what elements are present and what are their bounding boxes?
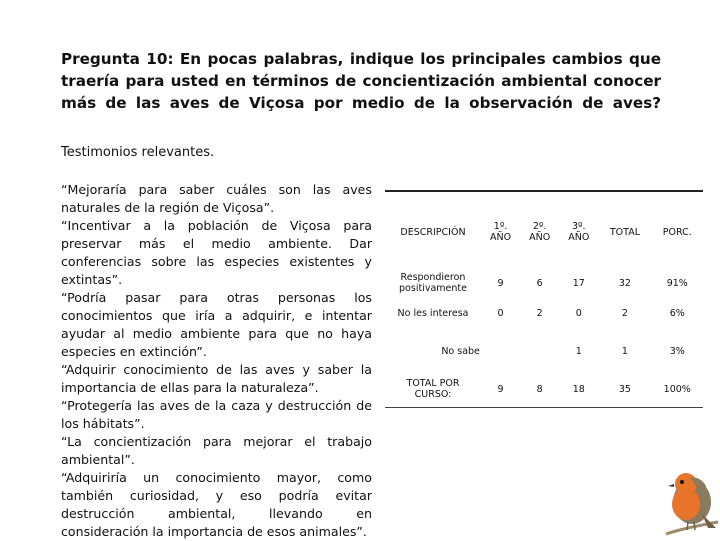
cell-year-3: 0 — [575, 307, 582, 319]
testimonial-item: “Protegería las aves de la caza y destrucción de los hábitats”. — [61, 398, 372, 431]
cell-porc: 91% — [666, 277, 688, 289]
header-descripcion: DESCRIPCIÓN — [400, 226, 466, 238]
question-text: Pregunta 10: En pocas palabras, indique los principales cambios que traería para usted en términos de concientización ambiental conocer más de las aves de Viçosa por medio de la observación de aves? — [61, 50, 661, 112]
row-label: TOTAL POR CURSO: — [406, 378, 460, 400]
header-year-3: 3º. AÑO — [568, 221, 590, 243]
cell-porc: 6% — [669, 307, 685, 319]
testimonial-item: “Mejoraría para saber cuáles son las aves naturales de la región de Viçosa”. — [61, 182, 372, 215]
table-row — [385, 294, 703, 332]
cell-year-3: 17 — [572, 277, 585, 289]
robin-bird-icon — [662, 470, 720, 540]
cell-year-3: 1 — [575, 346, 582, 357]
table-row — [385, 332, 703, 371]
cell-year-2: 2 — [536, 307, 543, 319]
row-label: No sabe — [441, 346, 480, 357]
header-total: TOTAL — [609, 226, 640, 238]
results-table — [385, 190, 703, 408]
testimonial-item: “La concientización para mejorar el trabajo ambiental”. — [61, 434, 372, 467]
testimonial-item: “Adquirir conocimiento de las aves y saber la importancia de ellas para la naturaleza”. — [61, 362, 372, 395]
table-row — [385, 272, 703, 294]
cell-total: 1 — [621, 346, 628, 357]
testimonials-list — [61, 181, 372, 541]
header-year-2: 2º. AÑO — [529, 221, 551, 243]
table-row — [385, 371, 703, 408]
testimonial-item: “Podría pasar para otras personas los conocimientos que iría a adquirir, e intentar ayudar al medio ambiente para que no haya especies en extinción”. — [61, 290, 372, 359]
testimonial-item: “Incentivar a la población de Viçosa para preservar más el medio ambiente. Dar conferencias sobre las especies existentes y extintas”. — [61, 218, 372, 287]
cell-year-2: 6 — [536, 277, 543, 289]
cell-year-1: 9 — [497, 383, 504, 395]
cell-total: 35 — [618, 383, 631, 395]
section-subtitle: Testimonios relevantes. — [61, 145, 215, 160]
testimonial-item: “Adquiriría un conocimiento mayor, como también curiosidad, y eso podría evitar destrucción ambiental, llevando en consideración la importancia de esos animales”. — [61, 470, 372, 539]
header-porc: PORC. — [662, 226, 692, 238]
cell-porc: 100% — [663, 383, 691, 395]
cell-year-2: 8 — [536, 383, 543, 395]
cell-total: 2 — [621, 307, 628, 319]
cell-year-3: 18 — [572, 383, 585, 395]
cell-year-1: 9 — [497, 277, 504, 289]
row-label: Respondieron positivamente — [399, 272, 467, 294]
header-year-1: 1º. AÑO — [490, 221, 512, 243]
cell-year-1: 0 — [497, 307, 504, 319]
row-label: No les interesa — [397, 307, 469, 319]
cell-porc: 3% — [669, 346, 685, 357]
cell-total: 32 — [618, 277, 631, 289]
table-header-row — [385, 192, 703, 272]
